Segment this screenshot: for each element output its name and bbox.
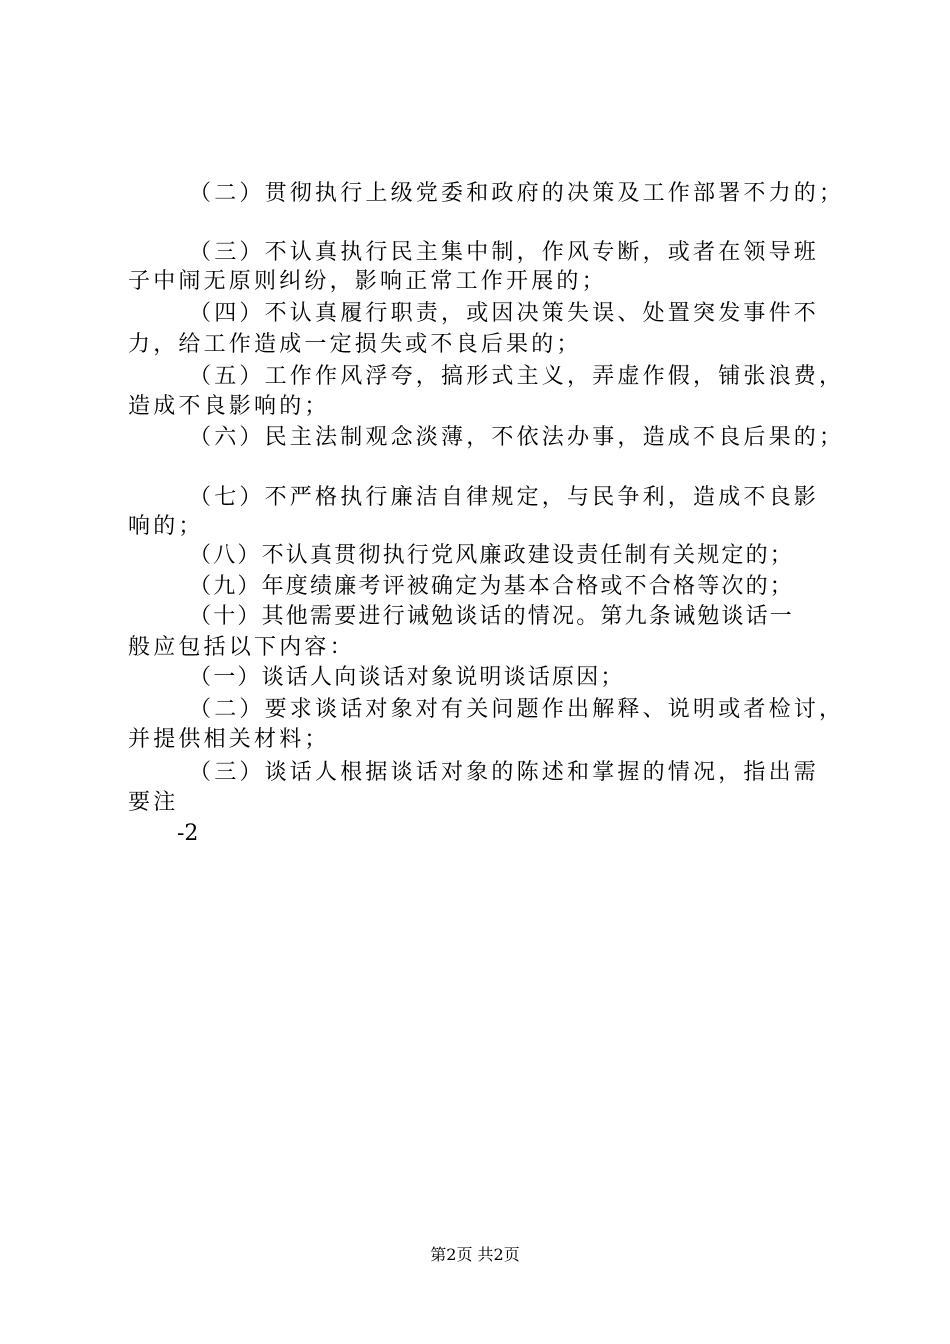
paragraph-line: （三）不认真执行民主集中制，作风专断，或者在领导班	[189, 240, 820, 265]
page-mark: -2	[177, 821, 199, 846]
paragraph-line: （一）谈话人向谈话对象说明谈话原因；	[189, 665, 625, 690]
paragraph-line: （七）不严格执行廉洁自律规定，与民争利，造成不良影	[189, 485, 820, 510]
paragraph-line: 般应包括以下内容：	[128, 635, 355, 660]
paragraph-line: （三）谈话人根据谈话对象的陈述和掌握的情况，指出需	[189, 760, 820, 785]
paragraph-line: 要注	[128, 790, 179, 815]
paragraph-line: 子中闹无原则纠纷，影响正常工作开展的；	[128, 269, 607, 294]
paragraph-line: 造成不良影响的；	[128, 394, 330, 419]
paragraph-line: 并提供相关材料；	[128, 727, 330, 752]
paragraph-line: （二）贯彻执行上级党委和政府的决策及工作部署不力的；	[189, 181, 845, 206]
paragraph-line: （五）工作作风浮夸，搞形式主义，弄虚作假，铺张浪费，	[189, 364, 845, 389]
paragraph-line: （六）民主法制观念淡薄，不依法办事，造成不良后果的；	[189, 425, 845, 450]
paragraph-line: 响的；	[128, 514, 204, 539]
paragraph-line: （四）不认真履行职责，或因决策失误、处置突发事件不	[189, 301, 820, 326]
paragraph-line: （十）其他需要进行诫勉谈话的情况。第九条诫勉谈话一	[189, 604, 795, 629]
paragraph-line: （九）年度绩廉考评被确定为基本合格或不合格等次的；	[189, 574, 795, 599]
page-footer: 第2页 共2页	[430, 1245, 520, 1264]
paragraph-line: （二）要求谈话对象对有关问题作出解释、说明或者检讨，	[189, 697, 845, 722]
paragraph-line: 力，给工作造成一定损失或不良后果的；	[128, 332, 582, 357]
paragraph-line: （八）不认真贯彻执行党风廉政建设责任制有关规定的；	[189, 543, 795, 568]
